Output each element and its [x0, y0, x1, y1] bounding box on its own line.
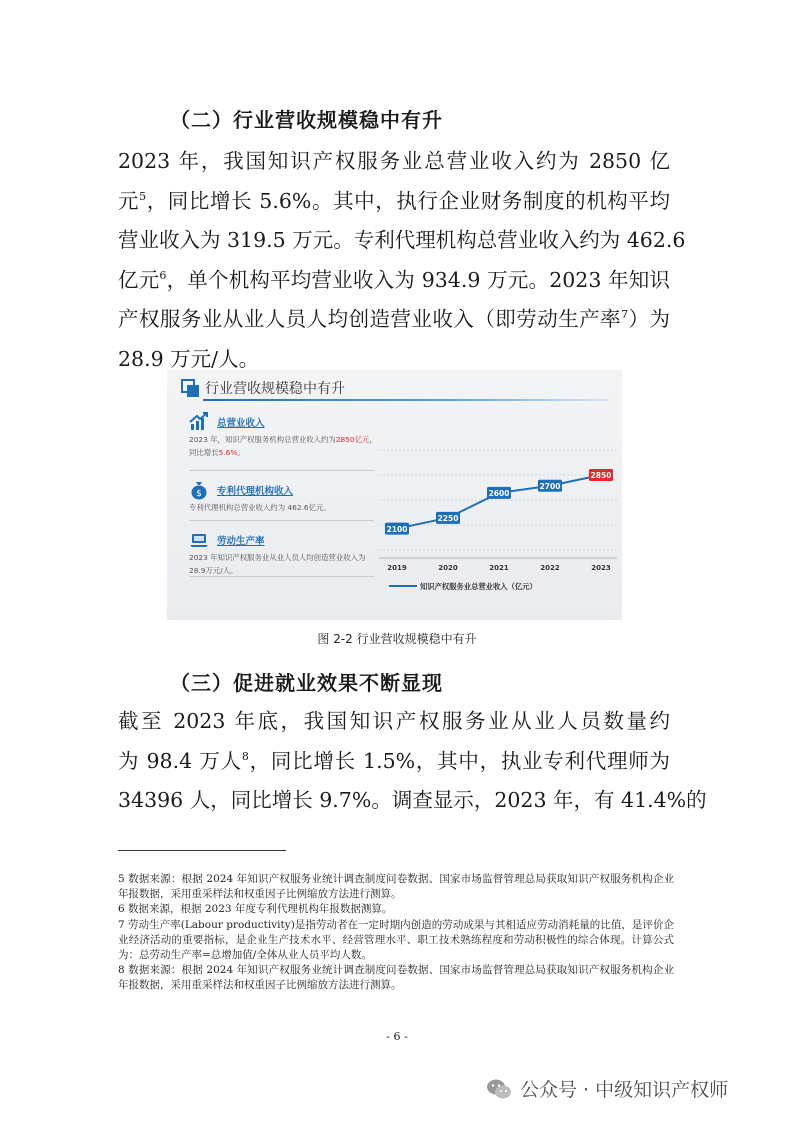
laptop-icon — [189, 530, 209, 550]
series-line — [397, 475, 601, 529]
x-tick-label: 2020 — [438, 564, 458, 572]
paragraph-line: 截至 2023 年底，我国知识产权服务业从业人员数量约 — [118, 709, 670, 733]
footnote-item: 6 数据来源，根据 2023 年度专利代理机构年报数据测算。 — [118, 903, 393, 916]
figure-caption: 图 2-2 行业营收规模稳中有升 — [317, 632, 477, 646]
footnote-item: 5 数据来源：根据 2024 年知识产权服务业统计调查制度问卷数据、国家市场监督管理总局获取知识产权服务机构企业年报数据，采用重采样法和权重因子比例缩放方法进行测算。 — [118, 873, 674, 901]
paragraph-line: 为 98.4 万人$^8$，同比增长 1.5%，其中，执业专利代理师为 — [118, 748, 670, 773]
footnote-ref: 8 — [241, 749, 249, 763]
block-divider — [189, 520, 374, 521]
block-title-patent-agency: 专利代理机构收入 — [217, 486, 294, 497]
paragraph-line: 营业收入为 319.5 万元。专利代理机构总营业收入约为 462.6 — [118, 228, 686, 252]
footnote-separator — [118, 850, 286, 851]
paragraph-line: 元$^5$，同比增长 5.6%。其中，执行企业财务制度的机构平均 — [118, 188, 671, 213]
block-text-labor-productivity: 2023 年知识产权服务业从业人员人均创造营业收入为 28.9万元/人。 — [189, 553, 366, 575]
footnote-ref: 7 — [621, 308, 629, 322]
paragraph-line: 28.9 万元/人。 — [118, 346, 260, 371]
data-label: 2850 — [590, 471, 612, 481]
footnotes — [118, 872, 674, 994]
section-heading-2: （二）行业营收规模稳中有升 — [170, 108, 443, 132]
paragraph-line: 产权服务业从业人员人均创造营业收入（即劳动生产率$^7$）为 — [118, 307, 671, 331]
paragraph-line: 亿元$^6$，单个机构平均营业收入为 934.9 万元。2023 年知识 — [118, 267, 671, 292]
data-label: 2700 — [539, 481, 561, 491]
data-label: 2100 — [386, 524, 408, 534]
revenue-line-chart — [379, 430, 619, 610]
footnote-item: 8 数据来源：根据 2024 年知识产权服务业统计调查制度问卷数据、国家市场监督管理总局获取知识产权服务机构企业年报数据，采用重采样法和权重因子比例缩放方法进行测算。 — [118, 964, 674, 992]
figure-title: 行业营收规模稳中有升 — [205, 381, 345, 397]
footnote-item: 7 劳动生产率(Labour productivity)是指劳动者在一定时期内创造的劳动成果与其相适应劳动消耗量的比值，是评价企业经济活动的重要指标，是企业生产技术水平、经营管理水平、职工技术熟练程度和劳动积极性的综合体现。计算公式为：总劳动生产率=总增加值/全体从业人员平均人数。 — [118, 918, 674, 962]
block-divider — [189, 576, 374, 577]
paragraph-line: 34396 人，同比增长 9.7%。调查显示，2023 年，有 41.4%的 — [118, 788, 707, 812]
growth-chart-icon — [189, 412, 209, 432]
figure-title-bar — [181, 378, 345, 398]
block-text-patent-agency: 专利代理机构总营业收入约为 462.6亿元。 — [189, 503, 331, 512]
block-text-total-revenue: 2023 年，知识产权服务机构总营业收入约为2850亿元，同比增长5.6%。 — [189, 435, 377, 457]
labor-productivity-block — [189, 530, 379, 577]
data-label: 2600 — [488, 489, 510, 499]
wechat-watermark — [486, 1075, 728, 1102]
paragraph-revenue — [118, 142, 686, 379]
x-tick-label: 2019 — [387, 564, 407, 572]
block-title-total-revenue: 总营业收入 — [217, 418, 265, 429]
x-tick-label: 2021 — [489, 564, 509, 572]
x-tick-label: 2023 — [591, 564, 611, 572]
footnote-ref: 5 — [139, 189, 147, 203]
block-title-labor-productivity: 劳动生产率 — [217, 536, 265, 547]
data-label: 2250 — [437, 514, 459, 524]
legend-label: 知识产权服务业总营业收入（亿元） — [420, 582, 537, 591]
paragraph-line: 2023 年，我国知识产权服务业总营业收入约为 2850 亿 — [118, 149, 670, 173]
paragraph-employment — [118, 702, 707, 821]
watermark-text: 公众号 · 中级知识产权师 — [520, 1079, 729, 1101]
patent-agency-block — [189, 480, 379, 514]
figure-title-rule — [203, 399, 608, 401]
footnote-ref: 6 — [159, 268, 167, 282]
svg-text:$: $ — [196, 489, 202, 499]
total-revenue-block — [189, 412, 379, 459]
square-logo-icon — [181, 379, 199, 397]
x-tick-label: 2022 — [540, 564, 560, 572]
wechat-icon — [486, 1078, 512, 1100]
money-bag-icon — [189, 480, 209, 500]
section-heading-3: （三）促进就业效果不断显现 — [170, 671, 443, 695]
page-number: - 6 - — [386, 1030, 408, 1043]
block-divider — [189, 470, 374, 471]
infographic-figure — [167, 370, 622, 620]
